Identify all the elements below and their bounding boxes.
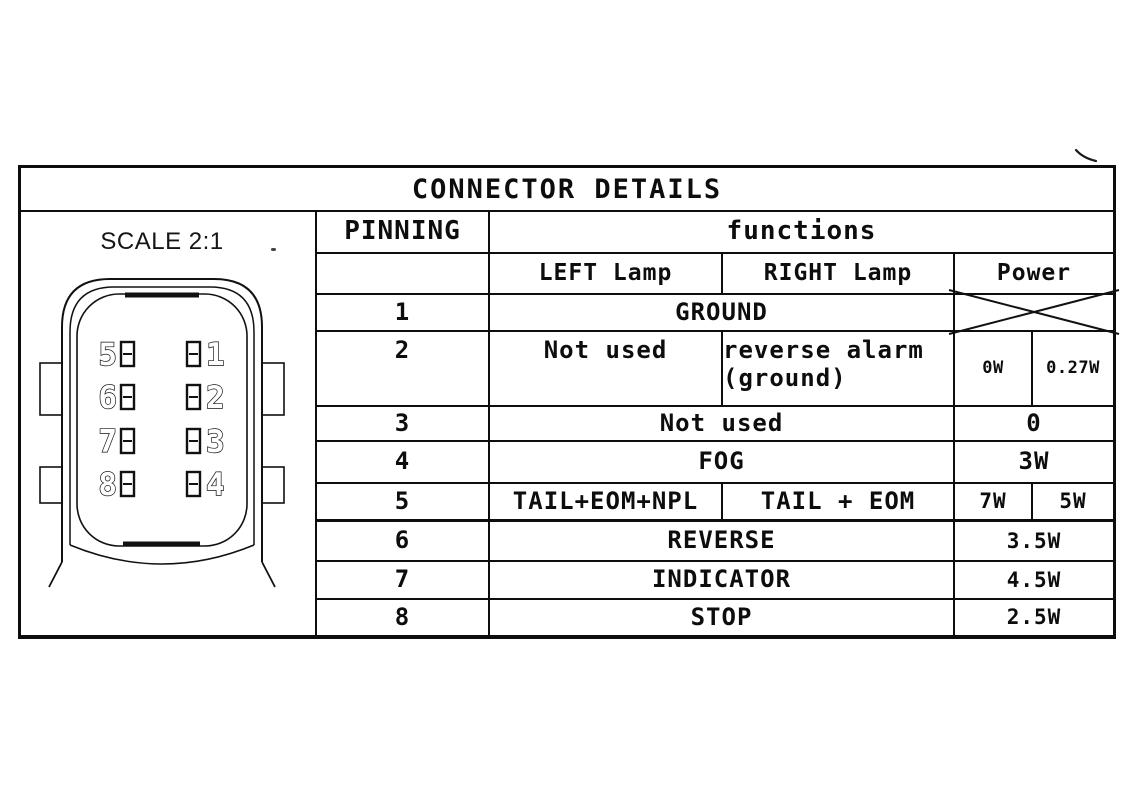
table-body [21, 212, 1113, 635]
table-title: CONNECTOR DETAILS [21, 168, 1113, 212]
left-lamp-cell: TAIL+EOM+NPL [490, 484, 723, 522]
power-right-cell: 0.27W [1033, 332, 1113, 407]
right-lamp-header: RIGHT Lamp [723, 254, 955, 295]
pin-cell: 1 [317, 295, 490, 332]
power-cell: 4.5W [955, 562, 1113, 600]
connector-middle-shell [70, 287, 254, 545]
connector-drawing-pane [21, 212, 317, 635]
pin-cell: 6 [317, 522, 490, 562]
pinning-column-header: PINNING [317, 212, 490, 254]
power-cell: 3W [955, 442, 1113, 484]
function-cell: GROUND [490, 295, 955, 332]
pin-label-8: 8 [98, 467, 117, 503]
power-cell: 3.5W [955, 522, 1113, 562]
function-cell: Not used [490, 407, 955, 442]
power-cell-crossed [955, 295, 1113, 332]
pin-label-2: 2 [206, 380, 225, 416]
connector-pins-right [187, 342, 200, 496]
connector-details-table [18, 165, 1116, 639]
pin-cell: 7 [317, 562, 490, 600]
crossed-out-mark [949, 290, 1119, 334]
connector-inner-body [77, 294, 247, 546]
power-header: Power [955, 254, 1113, 295]
stray-dot-mark [271, 248, 276, 251]
right-lamp-line2: (ground) [723, 363, 847, 392]
pin-cell: 3 [317, 407, 490, 442]
function-cell: INDICATOR [490, 562, 955, 600]
right-lamp-cell [723, 332, 955, 407]
pin-label-7: 7 [98, 424, 117, 460]
right-lamp-cell: TAIL + EOM [723, 484, 955, 522]
pin-cell: 2 [317, 332, 490, 407]
pinning-table [317, 212, 1113, 635]
scale-label: SCALE 2:1 [100, 228, 224, 255]
function-cell: FOG [490, 442, 955, 484]
connector-diagram [30, 272, 290, 602]
connector-skirt-arc [70, 545, 254, 564]
pinning-header-spacer [317, 254, 490, 295]
power-left-cell: 0W [955, 332, 1033, 407]
left-lamp-header: LEFT Lamp [490, 254, 723, 295]
left-lamp-cell: Not used [490, 332, 723, 407]
stray-squiggle-mark [1072, 147, 1102, 167]
function-cell: STOP [490, 600, 955, 635]
connector-outer-shell [62, 279, 262, 562]
connector-pins-left [121, 342, 134, 496]
right-lamp-line1: reverse alarm [723, 336, 924, 364]
connector-tab-left-bottom [40, 467, 62, 503]
pin-cell: 5 [317, 484, 490, 522]
power-left-cell: 7W [955, 484, 1033, 522]
function-cell: REVERSE [490, 522, 955, 562]
pin-label-5: 5 [98, 337, 117, 373]
pin-label-4: 4 [206, 467, 225, 503]
power-right-cell: 5W [1033, 484, 1113, 522]
functions-column-header: functions [490, 212, 1113, 254]
pin-cell: 4 [317, 442, 490, 484]
pin-number-labels [98, 337, 224, 503]
connector-tab-left-top [40, 363, 62, 415]
connector-tab-right-bottom [262, 467, 284, 503]
pin-label-1: 1 [206, 337, 225, 373]
connector-feet [49, 562, 275, 587]
connector-tab-right-top [262, 363, 284, 415]
pin-label-3: 3 [206, 424, 225, 460]
pin-cell: 8 [317, 600, 490, 635]
pin-label-6: 6 [98, 380, 117, 416]
power-cell: 0 [955, 407, 1113, 442]
power-cell: 2.5W [1006, 605, 1062, 630]
